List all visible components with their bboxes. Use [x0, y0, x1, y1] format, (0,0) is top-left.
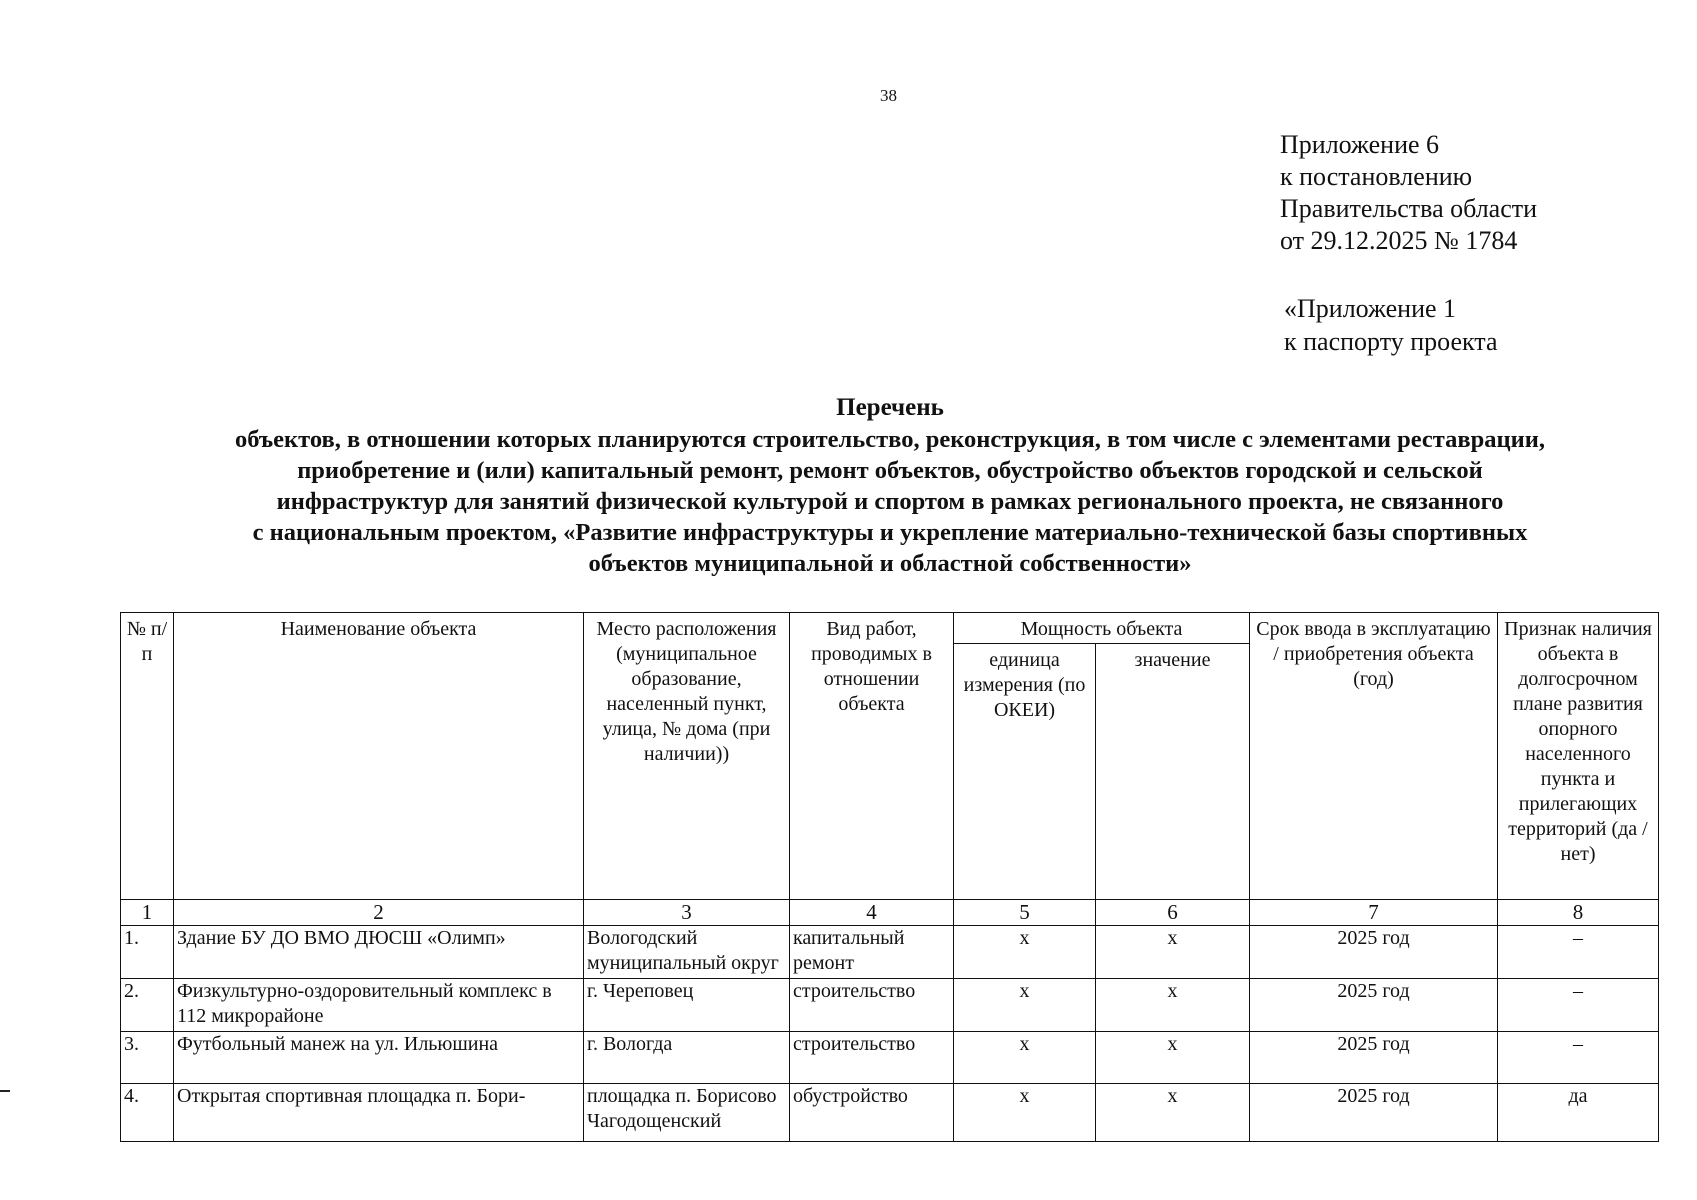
- cell-location: г. Вологда: [584, 1032, 790, 1084]
- passport-appendix-line: «Приложение 1: [1284, 294, 1457, 323]
- margin-mark: [0, 1090, 10, 1092]
- header-name: Наименование объекта: [174, 613, 584, 900]
- objects-table: [120, 612, 1659, 1142]
- cell-name: Физкультурно-оздоровительный комплекс в 112 микрорайоне: [174, 979, 584, 1032]
- cell-deadline: 2025 год: [1250, 1032, 1498, 1084]
- header-deadline: Срок ввода в эксплуатацию / приобретения объекта (год): [1250, 613, 1498, 900]
- cell-unit: х: [954, 1032, 1096, 1084]
- cell-plan-flag: –: [1498, 1032, 1659, 1084]
- cell-work-type: строительство: [790, 979, 954, 1032]
- column-number: 7: [1250, 900, 1498, 926]
- header-location: Место расположения (муниципальное образование, населенный пункт, улица, № дома (при наличии)): [584, 613, 790, 900]
- cell-deadline: 2025 год: [1250, 979, 1498, 1032]
- passport-appendix-reference: [1284, 292, 1498, 358]
- title-line: объектов, в отношении которых планируются строительство, реконструкция, в том числе с элементами реставрации,: [235, 426, 1545, 453]
- appendix-reference: [1280, 129, 1537, 257]
- document-title: [100, 392, 1680, 579]
- cell-unit: х: [954, 1084, 1096, 1142]
- cell-plan-flag: –: [1498, 926, 1659, 979]
- title-line: с национальным проектом, «Развитие инфраструктуры и укрепление материально-технической базы спортивных: [252, 519, 1528, 546]
- cell-location: Вологодский муниципальный округ: [584, 926, 790, 979]
- title-line: приобретение и (или) капитальный ремонт, ремонт объектов, обустройство объектов городской и сельской: [297, 457, 1483, 484]
- title-line: объектов муниципальной и областной собственности»: [588, 550, 1192, 577]
- cell-work-type: капитальный ремонт: [790, 926, 954, 979]
- table-row: [121, 1032, 1659, 1084]
- cell-name: Футбольный манеж на ул. Ильюшина: [174, 1032, 584, 1084]
- table-row: [121, 926, 1659, 979]
- cell-deadline: 2025 год: [1250, 926, 1498, 979]
- table-row: [121, 1084, 1659, 1142]
- cell-value: х: [1096, 1032, 1250, 1084]
- column-number: 5: [954, 900, 1096, 926]
- cell-num: 4.: [121, 1084, 174, 1142]
- cell-name: Здание БУ ДО ВМО ДЮСШ «Олимп»: [174, 926, 584, 979]
- title-line: инфраструктур для занятий физической культурой и спортом в рамках регионального проекта, не связанного: [276, 488, 1504, 515]
- column-number: 8: [1498, 900, 1659, 926]
- cell-value: х: [1096, 979, 1250, 1032]
- cell-unit: х: [954, 979, 1096, 1032]
- appendix-line: Приложение 6: [1280, 130, 1440, 159]
- cell-value: х: [1096, 926, 1250, 979]
- column-number: 6: [1096, 900, 1250, 926]
- page-number: 38: [880, 86, 897, 105]
- column-number: 4: [790, 900, 954, 926]
- cell-deadline: 2025 год: [1250, 1084, 1498, 1142]
- cell-name: Открытая спортивная площадка п. Бори-: [174, 1084, 584, 1142]
- header-unit: единица измерения (по ОКЕИ): [954, 644, 1096, 900]
- header-value: значение: [1096, 644, 1250, 900]
- cell-location: г. Череповец: [584, 979, 790, 1032]
- cell-num: 2.: [121, 979, 174, 1032]
- cell-work-type: обустройство: [790, 1084, 954, 1142]
- column-number: 3: [584, 900, 790, 926]
- column-number: 1: [121, 900, 174, 926]
- header-plan-flag: Признак наличия объекта в долгосрочном плане развития опорного населенного пункта и прилегающих территорий (да / нет): [1498, 613, 1659, 900]
- cell-plan-flag: да: [1498, 1084, 1659, 1142]
- cell-num: 3.: [121, 1032, 174, 1084]
- cell-value: х: [1096, 1084, 1250, 1142]
- cell-location: площадка п. Борисово Чагодощенский: [584, 1084, 790, 1142]
- appendix-line: к постановлению: [1280, 162, 1473, 191]
- header-num: № п/п: [121, 613, 174, 900]
- header-work-type: Вид работ, проводимых в отношении объекта: [790, 613, 954, 900]
- appendix-line: Правительства области: [1280, 194, 1538, 223]
- title-heading: Перечень: [836, 394, 944, 421]
- table-row: [121, 979, 1659, 1032]
- cell-num: 1.: [121, 926, 174, 979]
- column-number: 2: [174, 900, 584, 926]
- passport-appendix-line: к паспорту проекта: [1284, 327, 1498, 356]
- cell-plan-flag: –: [1498, 979, 1659, 1032]
- appendix-line: от 29.12.2025 № 1784: [1280, 226, 1518, 255]
- cell-unit: х: [954, 926, 1096, 979]
- header-capacity: Мощность объекта: [954, 613, 1250, 644]
- cell-work-type: строительство: [790, 1032, 954, 1084]
